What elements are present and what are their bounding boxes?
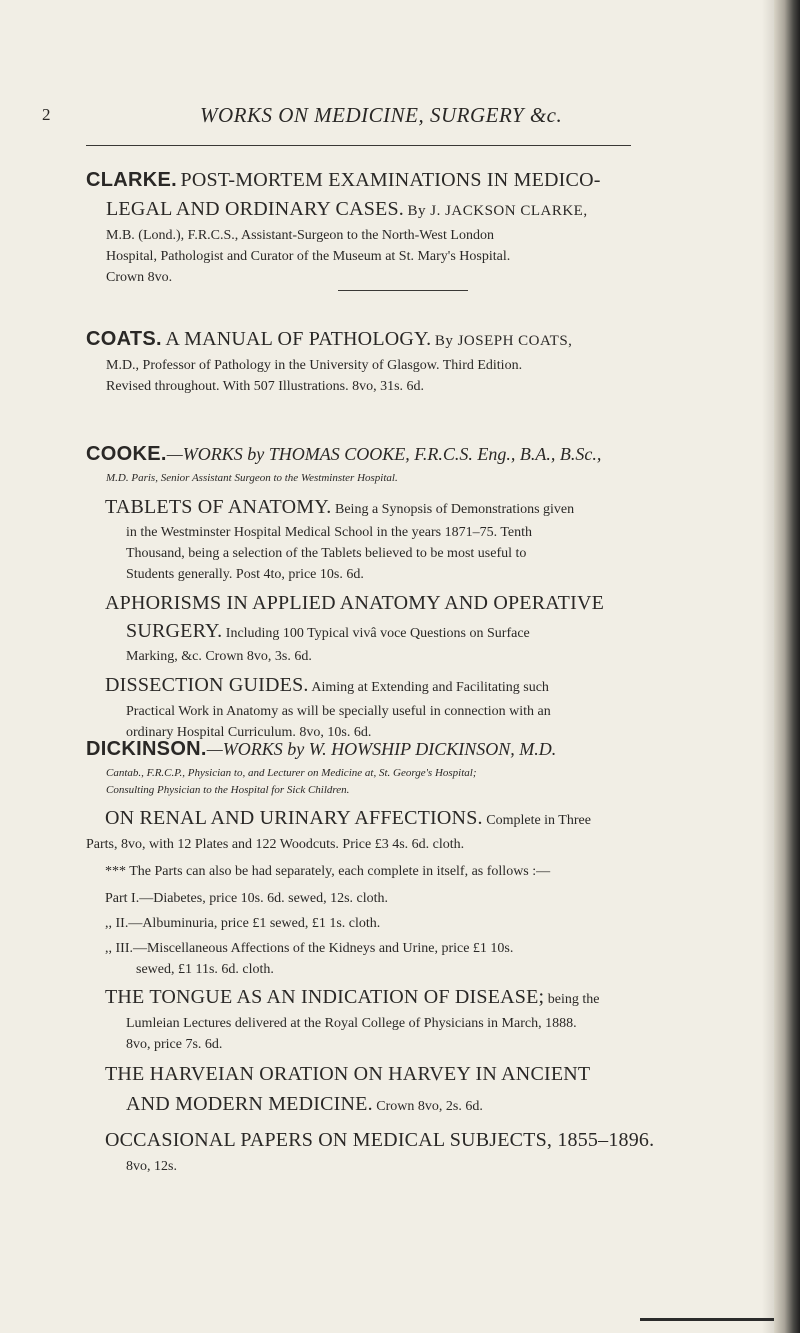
author-credentials: Cantab., F.R.C.P., Physician to, and Lecturer on Medicine at, St. George's Hospital; bbox=[106, 767, 477, 779]
book-title-cont: AND MODERN MEDICINE. bbox=[126, 1093, 373, 1115]
running-title: WORKS ON MEDICINE, SURGERY &c. bbox=[200, 103, 563, 127]
works-by-line: —WORKS by W. HOWSHIP DICKINSON, M.D. bbox=[206, 739, 557, 759]
entry-coats bbox=[86, 326, 754, 397]
part-line: Part I.—Diabetes, price 10s. 6d. sewed, 12s. cloth. bbox=[105, 891, 389, 906]
format-line: 8vo, 12s. bbox=[126, 1159, 177, 1174]
description-line: M.B. (Lond.), F.R.C.S., Assistant-Surgeon to the North-West London bbox=[106, 228, 494, 243]
format-line: Crown 8vo, 2s. 6d. bbox=[376, 1099, 483, 1114]
description-line: Complete in Three bbox=[486, 813, 591, 828]
description-line: Lumleian Lectures delivered at the Royal College of Physicians in March, 1888. bbox=[126, 1016, 577, 1031]
author-credentials: M.D. Paris, Senior Assistant Surgeon to the Westminster Hospital. bbox=[106, 472, 398, 484]
description-line: Hospital, Pathologist and Curator of the Museum at St. Mary's Hospital. bbox=[106, 249, 511, 264]
description-line: Including 100 Typical vivâ voce Questions on Surface bbox=[225, 626, 530, 641]
page-shadow bbox=[762, 0, 774, 1333]
format-line: Crown 8vo. bbox=[106, 270, 173, 285]
page-edge bbox=[774, 0, 800, 1333]
book-title: ON RENAL AND URINARY AFFECTIONS. bbox=[105, 807, 483, 829]
book-title: THE HARVEIAN ORATION ON HARVEY IN ANCIENT bbox=[105, 1063, 591, 1085]
parts-note: *** The Parts can also be had separately, each complete in itself, as follows :— bbox=[105, 864, 551, 879]
part-line: ,, III.—Miscellaneous Affections of the Kidneys and Urine, price £1 10s. bbox=[105, 941, 514, 956]
book-title-cont: SURGERY. bbox=[126, 620, 223, 642]
book-title: APHORISMS IN APPLIED ANATOMY AND OPERATIVE bbox=[105, 592, 605, 614]
book-title: POST-MORTEM EXAMINATIONS IN MEDICO- bbox=[180, 169, 601, 191]
book-title: TABLETS OF ANATOMY. bbox=[105, 496, 332, 518]
format-line: ordinary Hospital Curriculum. 8vo, 10s. 6d. bbox=[126, 725, 372, 740]
book-title: OCCASIONAL PAPERS ON MEDICAL SUBJECTS, 1855–1896. bbox=[105, 1129, 655, 1151]
format-line: 8vo, price 7s. 6d. bbox=[126, 1037, 223, 1052]
bottom-rule bbox=[640, 1318, 774, 1321]
header-rule bbox=[86, 145, 631, 146]
format-line: Revised throughout. With 507 Illustrations. 8vo, 31s. 6d. bbox=[106, 379, 425, 394]
book-title: DISSECTION GUIDES. bbox=[105, 674, 309, 696]
description-line: Aiming at Extending and Facilitating such bbox=[311, 680, 549, 695]
author-name: COATS. bbox=[86, 328, 162, 350]
book-title: A MANUAL OF PATHOLOGY. bbox=[165, 328, 432, 350]
format-line: Students generally. Post 4to, price 10s. 6d. bbox=[126, 567, 364, 582]
part-line: ,, II.—Albuminuria, price £1 sewed, £1 1s. cloth. bbox=[105, 916, 381, 931]
page-number: 2 bbox=[42, 105, 51, 124]
running-header bbox=[0, 103, 760, 143]
book-title-cont: LEGAL AND ORDINARY CASES. bbox=[106, 198, 404, 220]
part-line-cont: sewed, £1 11s. 6d. cloth. bbox=[136, 962, 274, 977]
byline: By J. JACKSON CLARKE, bbox=[407, 203, 588, 219]
entry-clarke bbox=[86, 167, 754, 288]
format-line: Marking, &c. Crown 8vo, 3s. 6d. bbox=[126, 649, 312, 664]
description-line: Thousand, being a selection of the Tablets believed to be most useful to bbox=[126, 546, 527, 561]
description-line: in the Westminster Hospital Medical School in the years 1871–75. Tenth bbox=[126, 525, 533, 540]
format-line: Parts, 8vo, with 12 Plates and 122 Woodcuts. Price £3 4s. 6d. cloth. bbox=[86, 837, 465, 852]
description-line: being the bbox=[547, 992, 600, 1007]
author-name: DICKINSON. bbox=[86, 738, 207, 760]
description-line: Practical Work in Anatomy as will be specially useful in connection with an bbox=[126, 704, 551, 719]
works-by-line: —WORKS by THOMAS COOKE, F.R.C.S. Eng., B.A., B.Sc., bbox=[166, 444, 602, 464]
author-credentials: Consulting Physician to the Hospital for Sick Children. bbox=[106, 784, 350, 796]
entry-cooke bbox=[86, 441, 754, 743]
description-line: Being a Synopsis of Demonstrations given bbox=[335, 502, 575, 517]
byline: By JOSEPH COATS, bbox=[434, 333, 573, 349]
author-name: CLARKE. bbox=[86, 169, 177, 191]
author-name: COOKE. bbox=[86, 443, 167, 465]
description-line: M.D., Professor of Pathology in the University of Glasgow. Third Edition. bbox=[106, 358, 523, 373]
book-title: THE TONGUE AS AN INDICATION OF DISEASE; bbox=[105, 986, 545, 1008]
entry-dickinson bbox=[86, 736, 754, 1177]
entry-separator bbox=[338, 290, 468, 291]
